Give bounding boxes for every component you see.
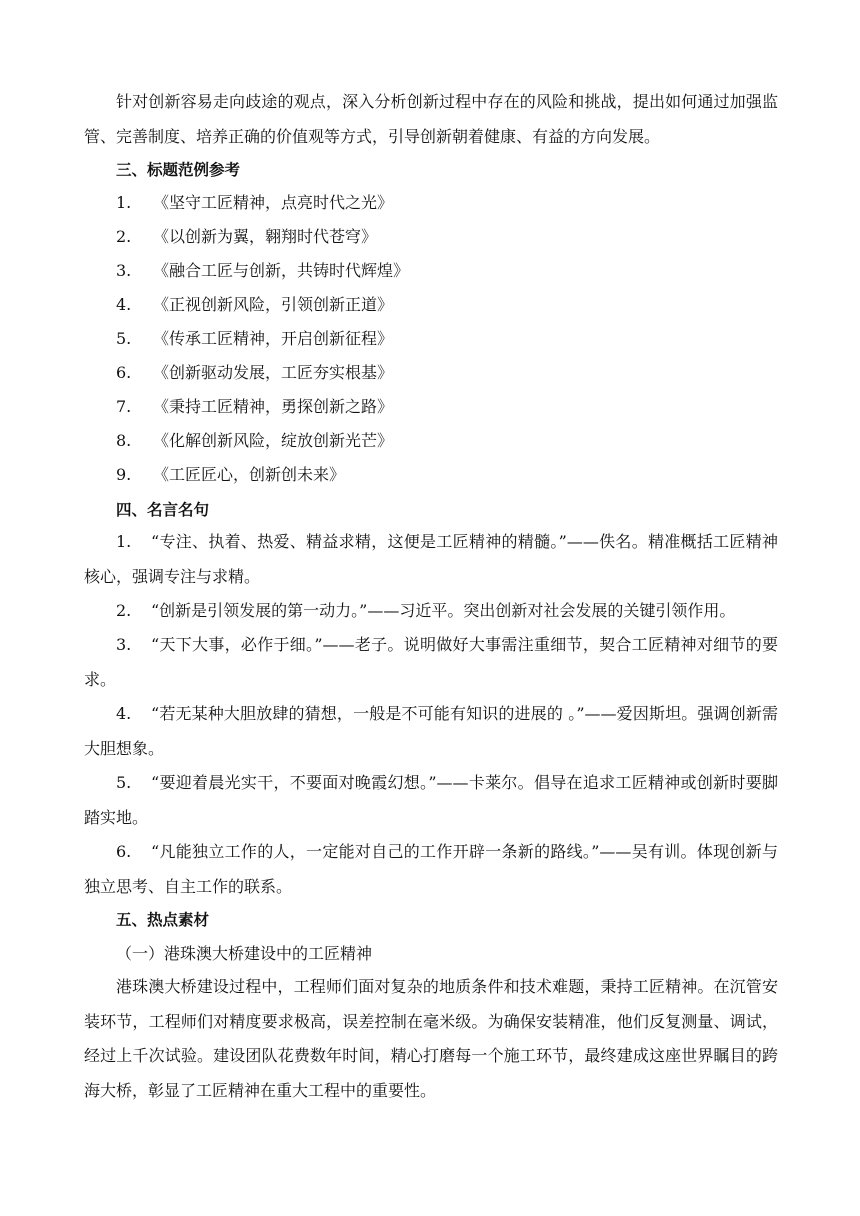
intro-paragraph: 针对创新容易走向歧途的观点，深入分析创新过程中存在的风险和挑战，提出如何通过加强监管、完善制度、培养正确的价值观等方式，引导创新朝着健康、有益的方向发展。 bbox=[84, 92, 778, 146]
item-number: 5. bbox=[116, 329, 132, 348]
item-text: 《以创新为翼，翱翔时代苍穹》 bbox=[153, 227, 378, 246]
quote-item bbox=[84, 628, 778, 697]
title-example-item bbox=[116, 193, 393, 213]
quote-text: “要迎着晨光实干，不要面对晚霞幻想。”——卡莱尔。倡导在追求工匠精神或创新时要脚踏实地。 bbox=[84, 773, 778, 827]
quote-item bbox=[84, 594, 778, 629]
quote-item bbox=[84, 697, 778, 766]
item-number: 3. bbox=[116, 261, 132, 280]
title-example-item bbox=[116, 261, 409, 281]
item-text: 《融合工匠与创新，共铸时代辉煌》 bbox=[153, 261, 410, 280]
section4-heading: 四、名言名句 bbox=[116, 501, 210, 519]
item-number: 8. bbox=[116, 431, 132, 450]
item-text: 《工匠匠心，创新创未来》 bbox=[153, 465, 346, 484]
section5-subheading: （一）港珠澳大桥建设中的工匠精神 bbox=[116, 944, 373, 963]
quote-text: “凡能独立工作的人，一定能对自己的工作开辟一条新的路线。”——吴有训。体现创新与独立思考、自主工作的联系。 bbox=[84, 842, 778, 896]
hotspot-paragraph: 港珠澳大桥建设过程中，工程师们面对复杂的地质条件和技术难题，秉持工匠精神。在沉管安装环节，工程师们对精度要求极高，误差控制在毫米级。为确保安装精准，他们反复测量、调试，经过上千次试验。建设团队花费数年时间，精心打磨每一个施工环节，最终建成这座世界瞩目的跨海大桥，彰显了工匠精神在重大工程中的重要性。 bbox=[84, 977, 778, 1100]
item-number: 6. bbox=[116, 842, 132, 861]
item-number: 9. bbox=[116, 465, 132, 484]
title-example-item bbox=[116, 363, 393, 383]
quote-item bbox=[84, 525, 778, 594]
quote-item bbox=[84, 835, 778, 904]
item-text: 《正视创新风险，引领创新正道》 bbox=[153, 295, 394, 314]
item-number: 5. bbox=[116, 773, 132, 792]
quote-text: “创新是引领发展的第一动力。”——习近平。突出创新对社会发展的关键引领作用。 bbox=[151, 601, 736, 620]
quote-text: “天下大事，必作于细。”——老子。说明做好大事需注重细节，契合工匠精神对细节的要求。 bbox=[84, 635, 778, 689]
item-text: 《坚守工匠精神，点亮时代之光》 bbox=[153, 193, 394, 212]
item-number: 3. bbox=[116, 635, 132, 654]
item-number: 4. bbox=[116, 295, 132, 314]
title-example-item bbox=[116, 431, 393, 451]
title-example-item bbox=[116, 465, 345, 485]
quote-item bbox=[84, 766, 778, 835]
title-example-item bbox=[116, 295, 393, 315]
item-number: 6. bbox=[116, 363, 132, 382]
item-text: 《化解创新风险，绽放创新光芒》 bbox=[153, 431, 394, 450]
item-text: 《秉持工匠精神，勇探创新之路》 bbox=[153, 397, 394, 416]
item-number: 1. bbox=[116, 532, 132, 551]
title-example-item bbox=[116, 227, 377, 247]
title-example-item bbox=[116, 397, 393, 417]
item-number: 2. bbox=[116, 601, 132, 620]
item-text: 《传承工匠精神，开启创新征程》 bbox=[153, 329, 394, 348]
quote-text: “若无某种大胆放肆的猜想，一般是不可能有知识的进展的 。”——爱因斯坦。强调创新需大胆想象。 bbox=[84, 704, 778, 758]
section3-heading: 三、标题范例参考 bbox=[116, 161, 241, 179]
item-number: 2. bbox=[116, 227, 132, 246]
item-number: 4. bbox=[116, 704, 132, 723]
quote-text: “专注、执着、热爱、精益求精，这便是工匠精神的精髓。”——佚名。精准概括工匠精神核心，强调专注与求精。 bbox=[84, 532, 778, 586]
item-text: 《创新驱动发展，工匠夯实根基》 bbox=[153, 363, 394, 382]
section5-heading: 五、热点素材 bbox=[116, 911, 210, 929]
title-example-item bbox=[116, 329, 393, 349]
item-number: 1. bbox=[116, 193, 132, 212]
item-number: 7. bbox=[116, 397, 132, 416]
